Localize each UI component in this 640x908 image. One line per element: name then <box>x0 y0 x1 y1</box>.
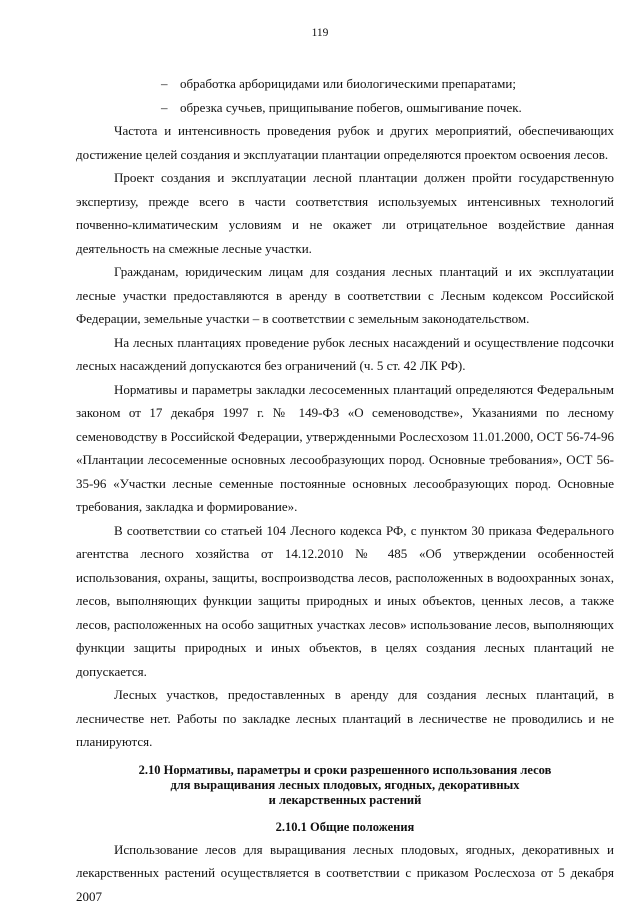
subsection-heading: 2.10.1 Общие положения <box>76 818 614 836</box>
paragraph: Лесных участков, предоставленных в аренду для создания лесных плантаций, в лесничестве нет. Работы по закладке лесных плантаций в лесничестве не проводились и не планируются. <box>76 683 614 754</box>
list-item <box>76 96 614 120</box>
list-dash: – <box>161 96 168 120</box>
paragraph: На лесных плантациях проведение рубок лесных насаждений и осуществление подсочки лесных насаждений допускаются без ограничений (ч. 5 ст. 42 ЛК РФ). <box>76 331 614 378</box>
list-dash: – <box>161 72 168 96</box>
paragraph: Гражданам, юридическим лицам для создания лесных плантаций и их эксплуатации лесные участки предоставляются в аренду в соответствии с Лесным кодексом Российской Федерации, земельные участки – в соответствии с земельным законодательством. <box>76 260 614 331</box>
section-heading-line: и лекарственных растений <box>76 793 614 808</box>
paragraph: Нормативы и параметры закладки лесосеменных плантаций определяются Федеральным законом от 17 декабря 1997 г. № 149-ФЗ «О семеноводстве», Указаниями по лесному семеноводству в Российской Федерации, утвержденными Рослесхозом 11.01.2000, ОСТ 56-74-96 «Плантации лесосеменные основных лесообразующих пород. Основные требования», ОСТ 56-35-96 «Участки лесные семенные постоянные основных лесообразующих пород. Основные требования, закладка и формирование». <box>76 378 614 519</box>
paragraph: В соответствии со статьей 104 Лесного кодекса РФ, с пунктом 30 приказа Федерального агентства лесного хозяйства от 14.12.2010 № 485 «Об утверждении особенностей использования, охраны, защиты, воспроизводства лесов, расположенных в водоохранных зонах, лесов, выполняющих функции защиты природных и иных объектов, ценных лесов, а также лесов, расположенных на особо защитных участках лесов» использование лесов, выполняющих функции защиты природных и иных объектов, в целях создания лесных плантаций не допускается. <box>76 519 614 684</box>
paragraph: Частота и интенсивность проведения рубок и других мероприятий, обеспечивающих достижение целей создания и эксплуатации плантации определяются проектом освоения лесов. <box>76 119 614 166</box>
paragraph: Использование лесов для выращивания лесных плодовых, ягодных, декоративных и лекарственных растений осуществляется в соответствии с приказом Рослесхоза от 5 декабря 2007 <box>76 838 614 908</box>
paragraph: Проект создания и эксплуатации лесной плантации должен пройти государственную экспертизу, прежде всего в части соответствия используемых интенсивных технологий почвенно-климатическим условиям и не окажет ли отрицательное воздействие данная деятельность на смежные лесные участки. <box>76 166 614 260</box>
section-heading <box>76 763 614 808</box>
section-heading-line: 2.10 Нормативы, параметры и сроки разрешенного использования лесов <box>76 763 614 778</box>
list-item <box>76 72 614 96</box>
page-number: 119 <box>0 26 640 40</box>
list-item-text: обрезка сучьев, прищипывание побегов, ошмыгивание почек. <box>180 100 522 115</box>
document-body <box>76 72 614 908</box>
section-heading-line: для выращивания лесных плодовых, ягодных, декоративных <box>76 778 614 793</box>
list-item-text: обработка арборицидами или биологическими препаратами; <box>180 76 516 91</box>
